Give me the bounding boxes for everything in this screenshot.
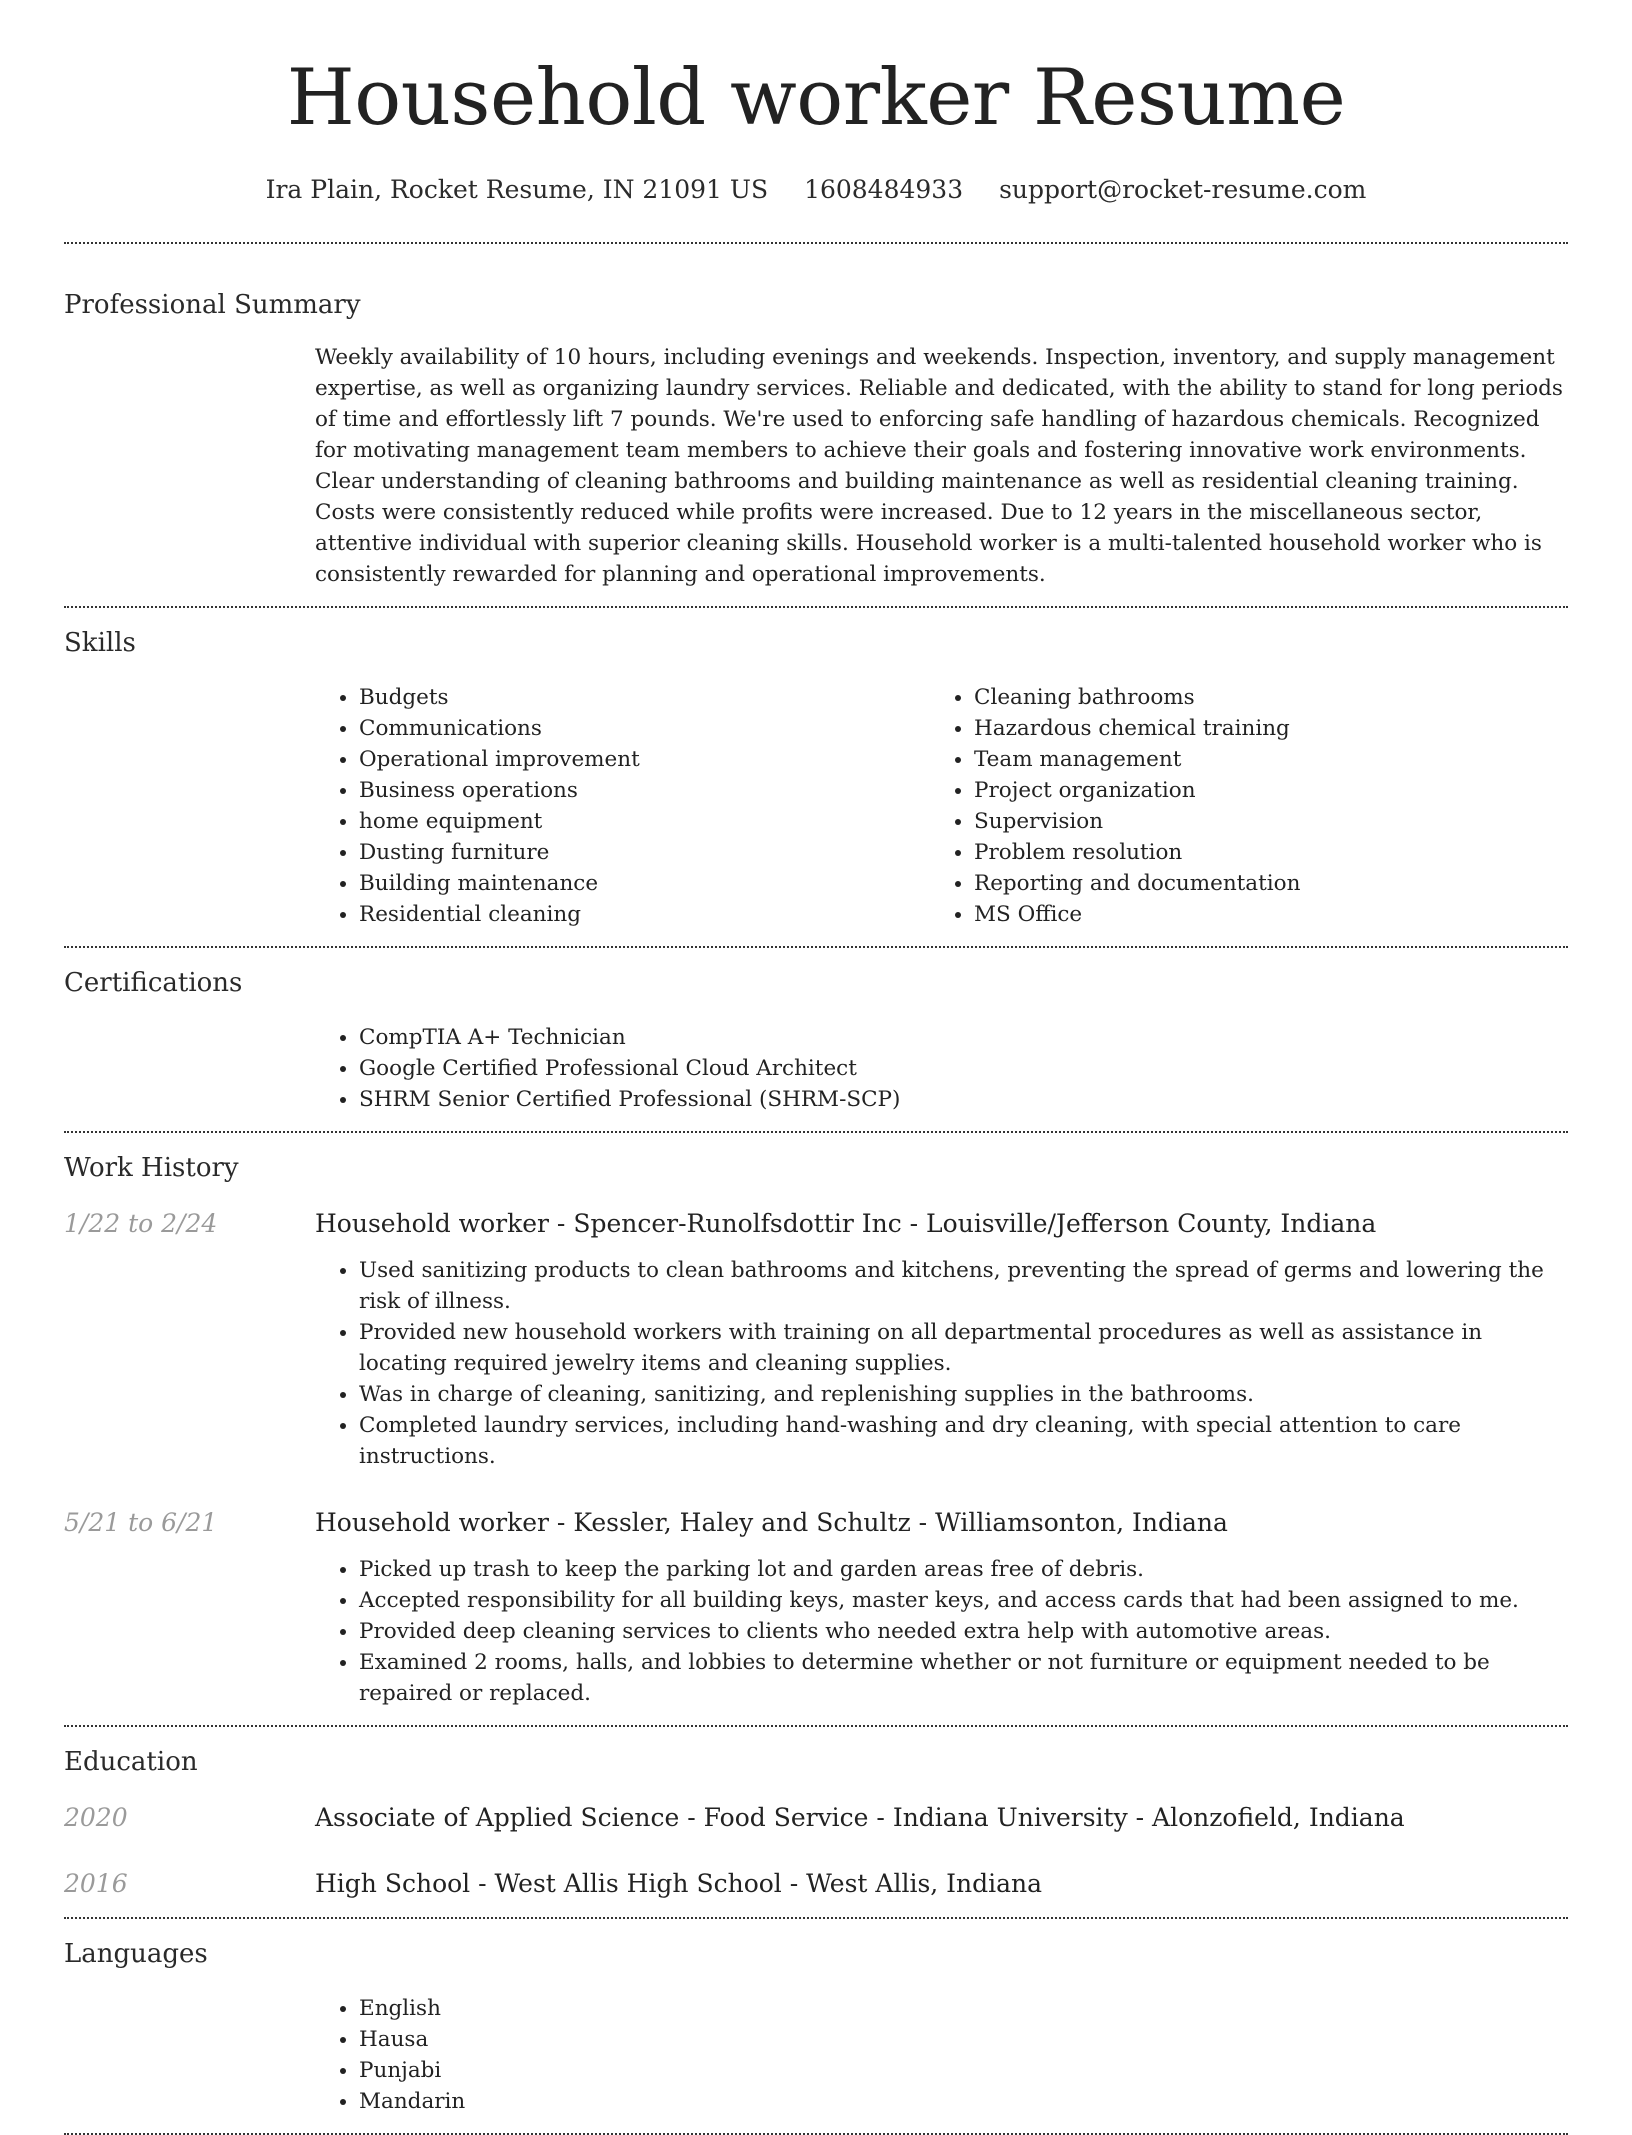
skills-section <box>64 608 1568 946</box>
job-entry <box>64 1207 1568 1472</box>
skill-item: • Reporting and documentation <box>974 868 1545 899</box>
skill-item: • Team management <box>974 744 1545 775</box>
job-bullet: • Provided deep cleaning services to clients who needed extra help with automotive areas. <box>359 1616 1568 1647</box>
contact-email: support@rocket-resume.com <box>999 175 1367 204</box>
education-year: 2020 <box>64 1803 128 1832</box>
skill-item: • Communications <box>359 713 930 744</box>
education-entry <box>64 1867 1568 1901</box>
languages-section <box>64 1919 1568 2133</box>
contact-phone: 1608484933 <box>804 175 964 204</box>
job-details: - Spencer-Runolfsdottir Inc - Louisville/Jefferson County, Indiana <box>548 1209 1377 1238</box>
job-main <box>315 1207 1568 1472</box>
job-bullet: • Completed laundry services, including hand-washing and dry cleaning, with special attention to care instructions. <box>359 1410 1568 1472</box>
skills-column-left <box>315 682 930 930</box>
job-title <box>315 1506 1568 1540</box>
certifications-heading: Certifications <box>64 968 243 998</box>
skill-item: • Cleaning bathrooms <box>974 682 1545 713</box>
certification-item: • CompTIA A+ Technician <box>359 1022 1568 1053</box>
skill-item: • Project organization <box>974 775 1545 806</box>
certification-item: • SHRM Senior Certified Professional (SHRM-SCP) <box>359 1084 1568 1115</box>
job-bullet: • Examined 2 rooms, halls, and lobbies to determine whether or not furniture or equipment needed to be repaired or replaced. <box>359 1647 1568 1709</box>
job-date: 1/22 to 2/24 <box>64 1209 218 1238</box>
job-title <box>315 1207 1568 1241</box>
certifications-body <box>315 1022 1568 1115</box>
skill-item: • Business operations <box>359 775 930 806</box>
job-bullet: • Accepted responsibility for all building keys, master keys, and access cards that had been assigned to me. <box>359 1585 1568 1616</box>
education-degree: Associate of Applied Science - Food Service <box>315 1803 869 1832</box>
skill-item: • Residential cleaning <box>359 899 930 930</box>
summary-section <box>64 244 1568 606</box>
job-role: Household worker <box>315 1508 549 1537</box>
certifications-section <box>64 948 1568 1131</box>
summary-heading: Professional Summary <box>64 290 361 320</box>
skill-item: • Building maintenance <box>359 868 930 899</box>
skills-columns <box>315 682 1568 930</box>
skills-column-right <box>930 682 1545 930</box>
summary-text: Weekly availability of 10 hours, including evenings and weekends. Inspection, inventory, and supply management expertise, as well as organizing laundry services. Reliable and dedicated, with the ability to stand for long periods of time and effortlessly lift 7 pounds. We're used to enforcing safe handling of hazardous chemicals. Recognized for motivating management team members to achieve their goals and fostering innovative work environments. Clear understanding of cleaning bathrooms and building maintenance as well as residential cleaning training. Costs were consistently reduced while profits were increased. Due to 12 years in the miscellaneous sector, attentive individual with superior cleaning skills. Household worker is a multi-talented household worker who is consistently rewarded for planning and operational improvements. <box>315 345 1563 587</box>
education-title <box>315 1801 1568 1835</box>
work-history-heading: Work History <box>64 1153 239 1183</box>
resume-header <box>64 0 1568 206</box>
job-bullets <box>315 1554 1568 1709</box>
contact-address: Ira Plain, Rocket Resume, IN 21091 US <box>265 175 769 204</box>
job-bullet: • Provided new household workers with training on all departmental procedures as well as assistance in locating required jewelry items and cleaning supplies. <box>359 1317 1568 1379</box>
skills-heading: Skills <box>64 628 136 658</box>
skill-item: • MS Office <box>974 899 1545 930</box>
job-role: Household worker <box>315 1209 549 1238</box>
job-bullet: • Was in charge of cleaning, sanitizing, and replenishing supplies in the bathrooms. <box>359 1379 1568 1410</box>
certification-item: • Google Certified Professional Cloud Architect <box>359 1053 1568 1084</box>
job-details: - Kessler, Haley and Schultz - Williamsonton, Indiana <box>548 1508 1228 1537</box>
education-main <box>315 1801 1568 1835</box>
skill-item: • Dusting furniture <box>359 837 930 868</box>
work-history-section <box>64 1133 1568 1725</box>
contact-line <box>64 174 1568 206</box>
languages-body <box>315 1993 1568 2117</box>
skill-item: • Budgets <box>359 682 930 713</box>
job-date: 5/21 to 6/21 <box>64 1508 218 1537</box>
skill-item: • Hazardous chemical training <box>974 713 1545 744</box>
skill-item: • home equipment <box>359 806 930 837</box>
education-details: - West Allis High School - West Allis, Indiana <box>470 1869 1043 1898</box>
job-main <box>315 1506 1568 1709</box>
education-heading: Education <box>64 1747 198 1777</box>
education-entry <box>64 1801 1568 1835</box>
language-item: • Hausa <box>359 2024 1568 2055</box>
education-degree: High School <box>315 1869 471 1898</box>
job-entry <box>64 1506 1568 1709</box>
education-title <box>315 1867 1568 1901</box>
language-item: • Punjabi <box>359 2055 1568 2086</box>
job-bullets <box>315 1255 1568 1472</box>
languages-heading: Languages <box>64 1939 208 1969</box>
job-bullet: • Used sanitizing products to clean bathrooms and kitchens, preventing the spread of germs and lowering the risk of illness. <box>359 1255 1568 1317</box>
education-section <box>64 1727 1568 1917</box>
skill-item: • Supervision <box>974 806 1545 837</box>
education-year: 2016 <box>64 1869 128 1898</box>
skill-item: • Operational improvement <box>359 744 930 775</box>
resume-title: Household worker Resume <box>286 53 1346 143</box>
skill-item: • Problem resolution <box>974 837 1545 868</box>
language-item: • Mandarin <box>359 2086 1568 2117</box>
education-main <box>315 1867 1568 1901</box>
job-bullet: • Picked up trash to keep the parking lot and garden areas free of debris. <box>359 1554 1568 1585</box>
education-details: - Indiana University - Alonzofield, Indiana <box>868 1803 1405 1832</box>
summary-body <box>315 342 1568 590</box>
language-item: • English <box>359 1993 1568 2024</box>
